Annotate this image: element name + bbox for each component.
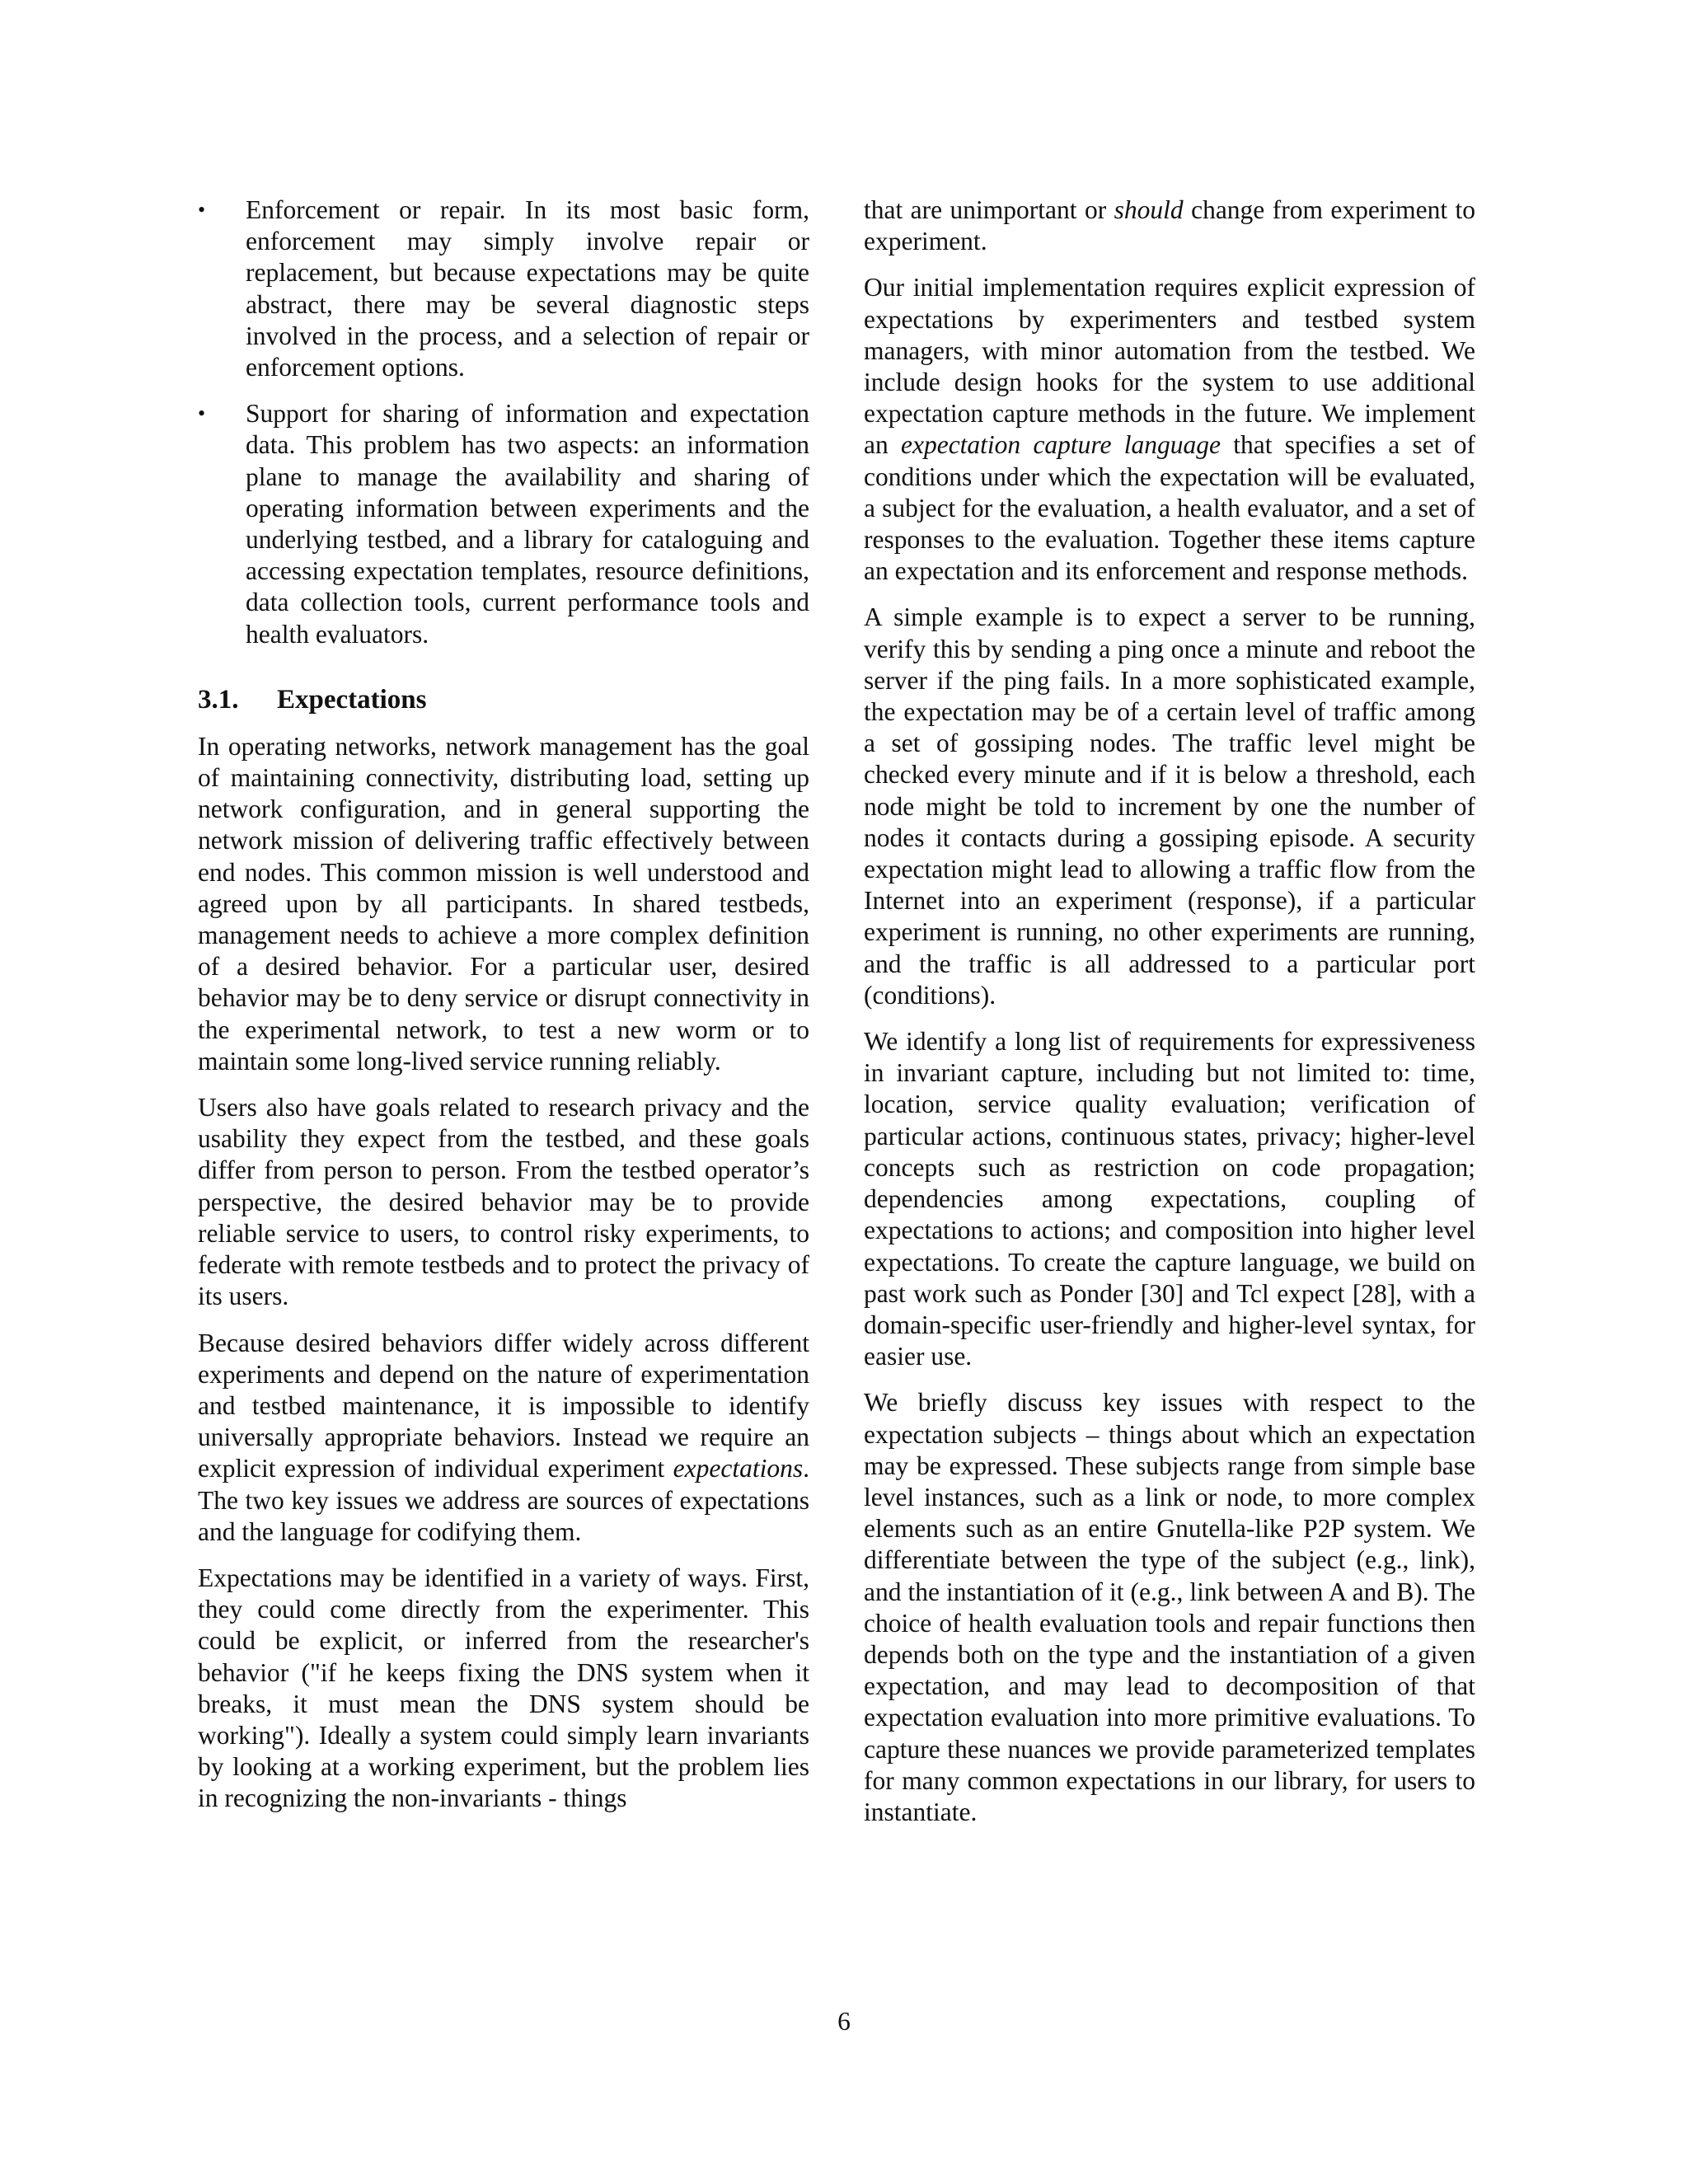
paragraph-requirements: We identify a long list of requirements for expressiveness in invariant capture, including but not limited to: time, location, service quality evaluation; verification of particular actions, continuous states, privacy; higher-level concepts such as restriction on code propagation; dependencies among expectations, coupling of expectations to actions; and composition into higher level expectations. To create the capture language, we build on past work such as Ponder [30] and Tcl expect [28], with a domain-specific user-friendly and higher-level syntax, for easier use.	[864, 1027, 1475, 1371]
paragraph-simple-example: A simple example is to expect a server to be running, verify this by sending a ping once a minute and reboot the server if the ping fails. In a more sophisticated example, the expectation may be of a certain level of traffic among a set of gossiping nodes. The traffic level might be checked every minute and if it is below a threshold, each node might be told to increment by one the number of nodes it contacts during a gossiping episode. A security expectation might lead to allowing a traffic flow from the Internet into an experiment (response), if a particular experiment is running, no other experiments are running, and the traffic is all addressed to a particular port (conditions).	[864, 602, 1475, 1010]
left-column	[198, 194, 809, 1815]
list-item	[198, 194, 809, 383]
bullet-icon: •	[198, 401, 206, 426]
page-number: 6	[837, 2007, 851, 2036]
paragraph-user-goals: Users also have goals related to research privacy and the usability they expect from the testbed, and these goals differ from person to person. From the testbed operator’s perspective, the desired behavior may be to provide reliable service to users, to control risky experiments, to federate with remote testbeds and to protect the privacy of its users.	[198, 1093, 809, 1311]
emphasis-capture-language: expectation capture language	[901, 430, 1221, 460]
paragraph-desired-behaviors: Because desired behaviors differ widely across different experiments and depend on the nature of experimentation and testbed maintenance, it is impossible to identify universally appropriate behaviors. Instead we require an explicit expression of individual experiment expectations. The two key issues we address are sources of expectations and the language for codifying them.	[198, 1328, 809, 1546]
section-number: 3.1.	[198, 684, 239, 715]
bullet-list	[198, 194, 809, 650]
paragraph-initial-implementation: Our initial implementation requires explicit expression of expectations by experimenters and testbed system managers, with minor automation from the testbed. We include design hooks for the system to use additional expectation capture methods in the future. We implement an expectation capture language that specifies a set of conditions under which the expectation will be evaluated, a subject for the evaluation, a health evaluator, and a set of responses to the evaluation. Together these items capture an expectation and its enforcement and response methods.	[864, 273, 1476, 586]
bullet-icon: •	[198, 198, 206, 222]
list-item	[198, 398, 809, 650]
emphasis-should: should	[1114, 195, 1184, 224]
emphasis-expectations: expectations	[673, 1454, 804, 1483]
paragraph-identifying-expectations: Expectations may be identified in a variety of ways. First, they could come directly from the experimenter. This could be explicit, or inferred from the researcher's behavior ("if he keeps fixing the DNS system when it breaks, it must mean the DNS system should be working"). Ideally a system could simply learn invariants by looking at a working experiment, but the problem lies in recognizing the non-invariants - things	[198, 1563, 809, 1813]
paragraph-expectation-subjects: We briefly discuss key issues with respect to the expectation subjects – things about which an expectation may be expressed. These subjects range from simple base level instances, such as a link or node, to more complex elements such as an entire Gnutella-like P2P system. We differentiate between the type of the subject (e.g., link), and the instantiation of it (e.g., link between A and B). The choice of health evaluation tools and repair functions then depends both on the type and the instantiation of a given expectation, and may lead to decomposition of that expectation evaluation into more primitive evaluations. To capture these nuances we provide parameterized templates for many common expectations in our library, for users to instantiate.	[864, 1388, 1475, 1826]
paragraph-continuation: that are unimportant or should change from experiment to experiment.	[864, 195, 1475, 256]
paragraph-network-management: In operating networks, network management has the goal of maintaining connectivity, distributing load, setting up network configuration, and in general supporting the network mission of delivering traffic effectively between end nodes. This common mission is well understood and agreed upon by all participants. In shared testbeds, management needs to achieve a more complex definition of a desired behavior. For a particular user, desired behavior may be to deny service or disrupt connectivity in the experimental network, to test a new worm or to maintain some long-lived service running reliably.	[198, 731, 809, 1076]
bullet-text-sharing: Support for sharing of information and expectation data. This problem has two aspects: an information plane to manage the availability and sharing of operating information between experiments and the underlying testbed, and a library for cataloguing and accessing expectation templates, resource definitions, data collection tools, current performance tools and health evaluators.	[246, 399, 809, 649]
right-column	[864, 194, 1475, 1828]
bullet-text-enforcement: Enforcement or repair. In its most basic form, enforcement may simply involve repair or replacement, but because expectations may be quite abstract, there may be several diagnostic steps involved in the process, and a selection of repair or enforcement options.	[246, 195, 809, 382]
section-title: Expectations	[277, 684, 427, 715]
section-heading	[198, 683, 809, 716]
